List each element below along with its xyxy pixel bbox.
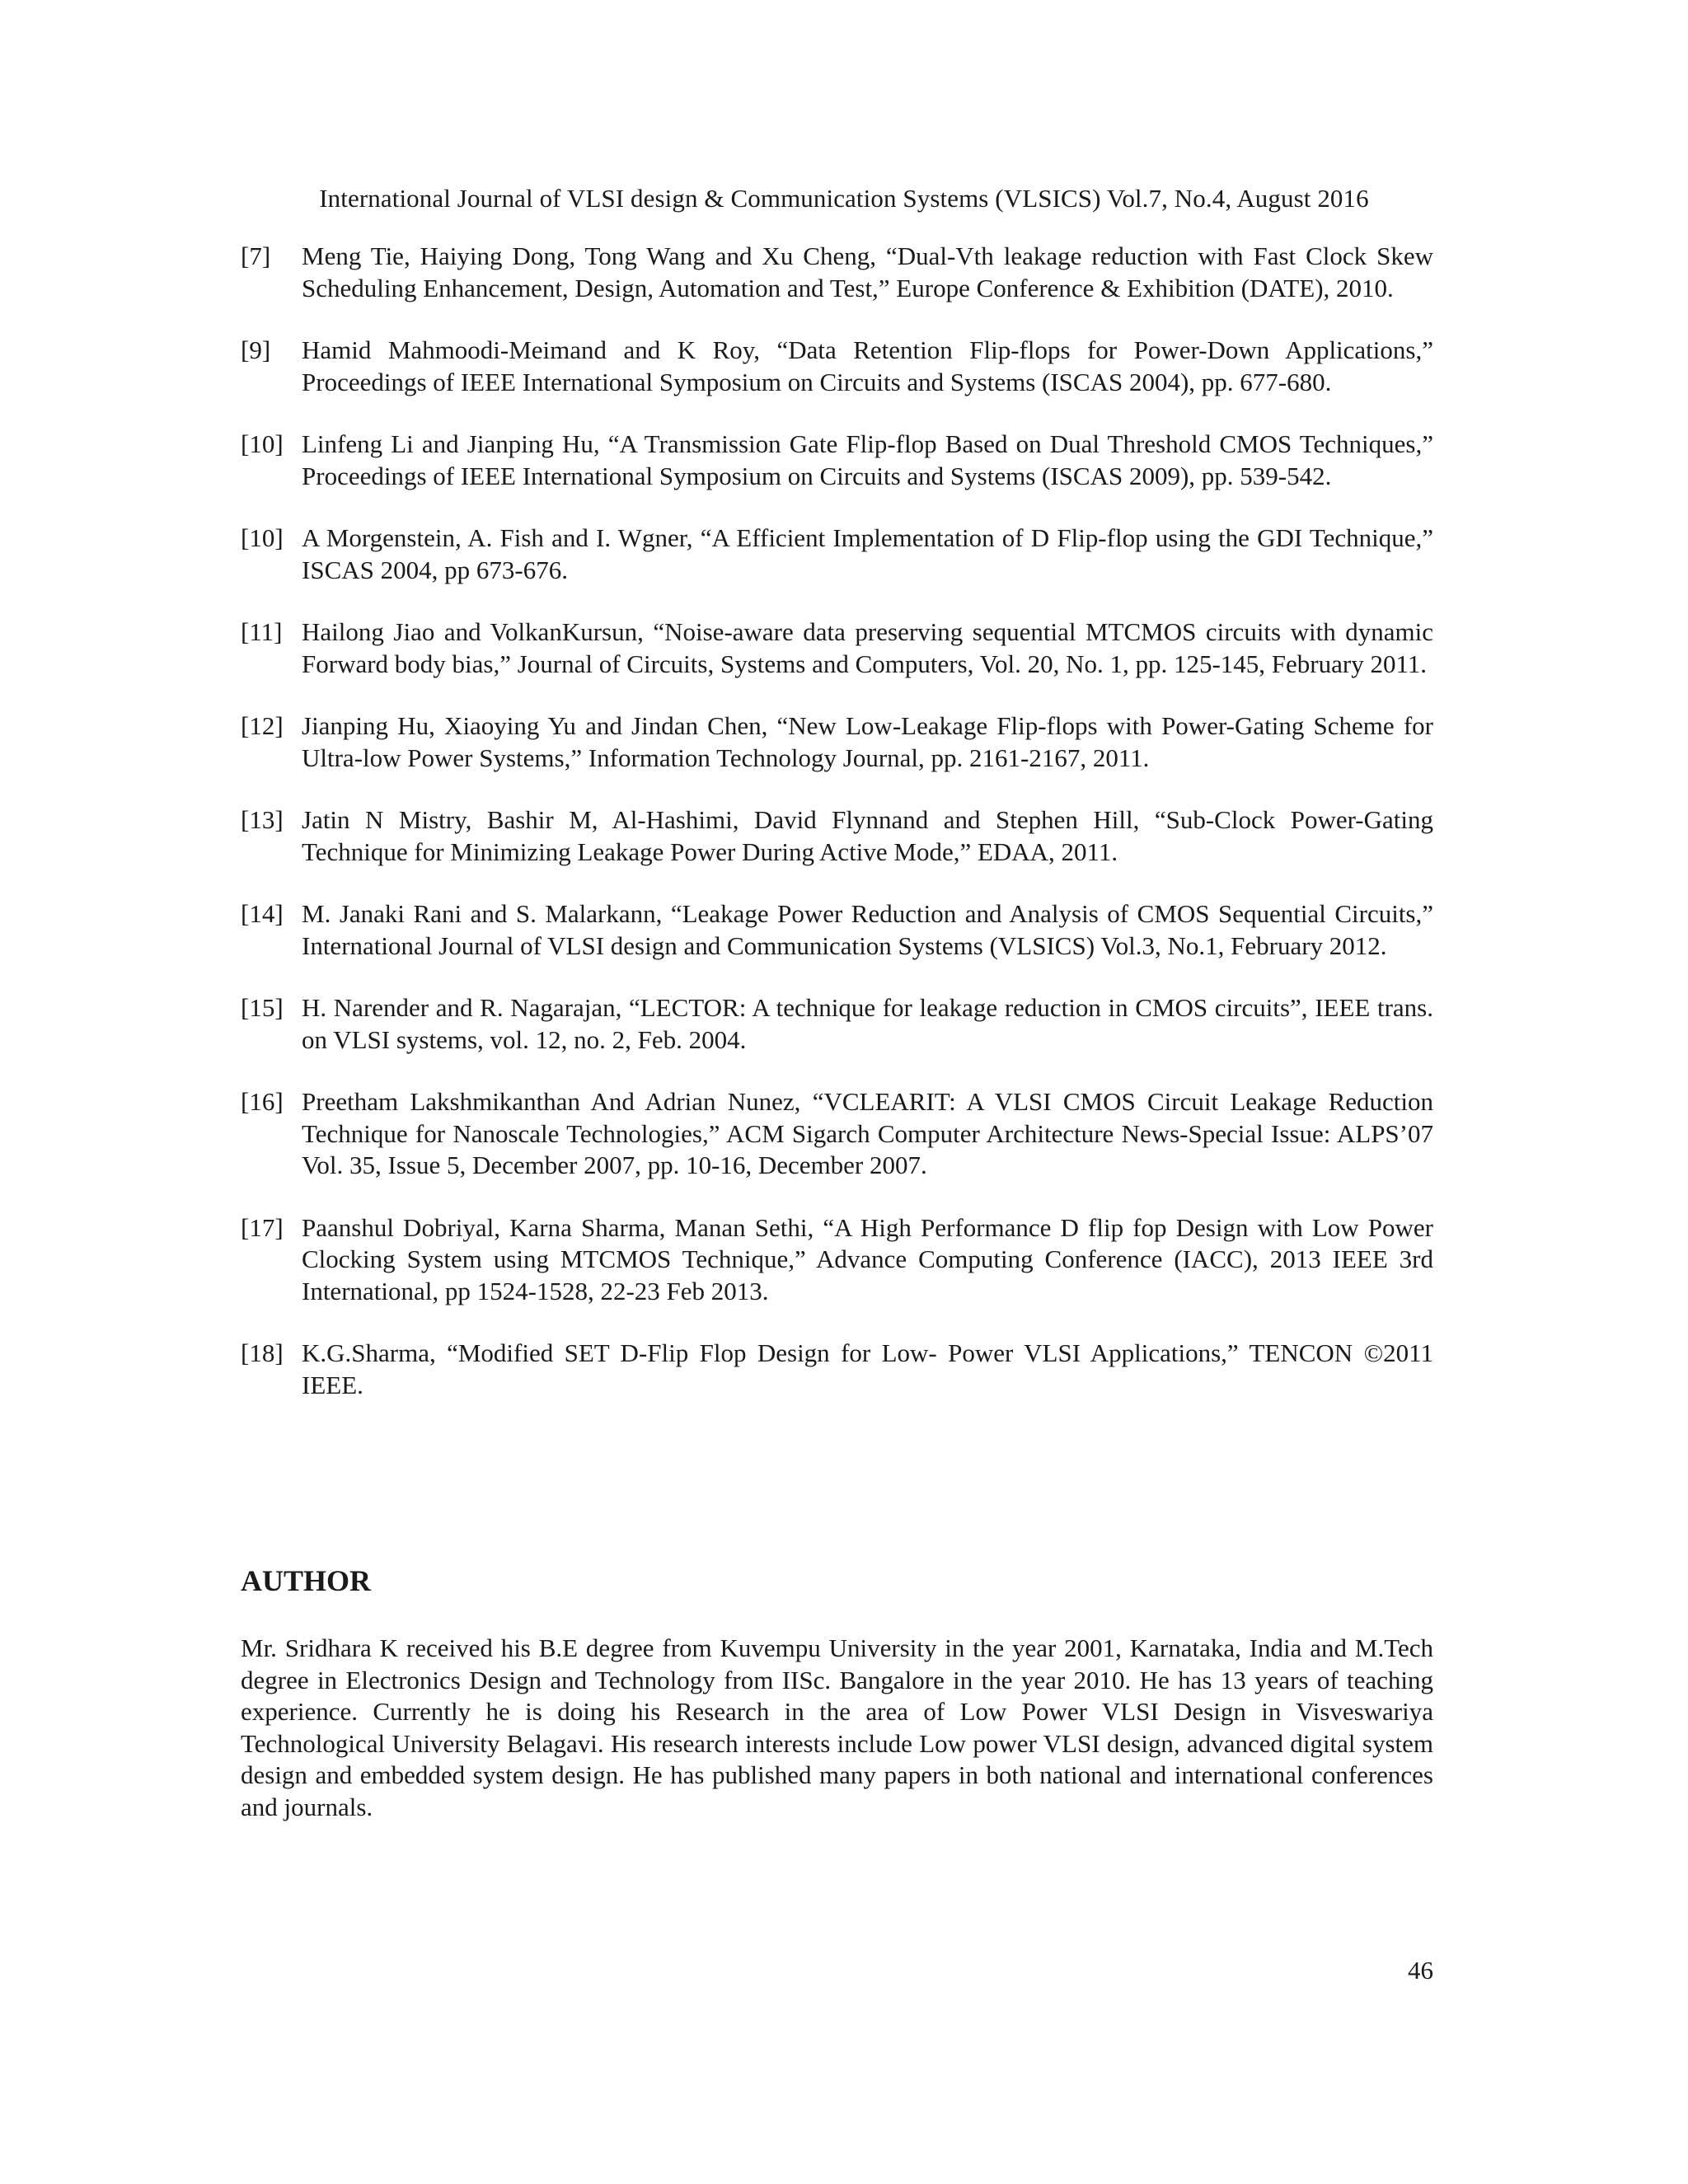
reference-text: M. Janaki Rani and S. Malarkann, “Leakage Power Reduction and Analysis of CMOS Sequential Circuits,” International Journal of VLSI design and Communication Systems (VLSICS) Vol.3, No.1, February 2012.: [302, 899, 1433, 960]
reference-text: A Morgenstein, A. Fish and I. Wgner, “A Efficient Implementation of D Flip-flop using the GDI Technique,” ISCAS 2004, pp 673-676.: [302, 523, 1433, 584]
reference-text: Jianping Hu, Xiaoying Yu and Jindan Chen, “New Low-Leakage Flip-flops with Power-Gating Scheme for Ultra-low Power Systems,” Information Technology Journal, pp. 2161-2167, 2011.: [302, 711, 1433, 772]
author-section-heading: AUTHOR: [241, 1564, 372, 1597]
reference-number: [14]: [241, 899, 284, 928]
reference-item: [241, 523, 1433, 586]
reference-item: [241, 1338, 1433, 1401]
reference-text: Paanshul Dobriyal, Karna Sharma, Manan Sethi, “A High Performance D flip fop Design with Low Power Clocking System using MTCMOS Technique,” Advance Computing Conference (IACC), 2013 IEEE 3rd International, pp 1524-1528, 22-23 Feb 2013.: [302, 1212, 1433, 1305]
reference-text: Preetham Lakshmikanthan And Adrian Nunez, “VCLEARIT: A VLSI CMOS Circuit Leakage Reduction Technique for Nanoscale Technologies,” ACM Sigarch Computer Architecture News-Special Issue: ALPS’07 Vol. 35, Issue 5, December 2007, pp. 10-16, December 2007.: [302, 1087, 1433, 1179]
reference-text: Jatin N Mistry, Bashir M, Al-Hashimi, David Flynnand and Stephen Hill, “Sub-Clock Power-Gating Technique for Minimizing Leakage Power During Active Mode,” EDAA, 2011.: [302, 805, 1433, 866]
reference-item: [241, 241, 1433, 304]
reference-text: Linfeng Li and Jianping Hu, “A Transmission Gate Flip-flop Based on Dual Threshold CMOS Techniques,” Proceedings of IEEE International Symposium on Circuits and Systems (ISCAS 2009), pp. 539-542.: [302, 429, 1433, 490]
reference-item: [241, 1212, 1433, 1308]
reference-list: [241, 241, 1433, 1432]
reference-item: [241, 616, 1433, 680]
reference-number: [10]: [241, 429, 284, 458]
reference-number: [16]: [241, 1087, 284, 1116]
reference-text: K.G.Sharma, “Modified SET D-Flip Flop Design for Low- Power VLSI Applications,” TENCON ©2011 IEEE.: [302, 1338, 1433, 1399]
reference-item: [241, 992, 1433, 1056]
reference-number: [7]: [241, 241, 271, 270]
reference-number: [15]: [241, 993, 284, 1022]
reference-number: [18]: [241, 1338, 284, 1367]
reference-number: [13]: [241, 805, 284, 834]
author-bio: Mr. Sridhara K received his B.E degree from Kuvempu University in the year 2001, Karnataka, India and M.Tech degree in Electronics Design and Technology from IISc. Bangalore in the year 2010. He has 13 years of teaching experience. Currently he is doing his Research in the area of Low Power VLSI Design in Visveswariya Technological University Belagavi. His research interests include Low power VLSI design, advanced digital system design and embedded system design. He has published many papers in both national and international conferences and journals.: [241, 1633, 1433, 1821]
reference-item: [241, 1086, 1433, 1182]
reference-item: [241, 804, 1433, 868]
reference-item: [241, 429, 1433, 492]
reference-text: H. Narender and R. Nagarajan, “LECTOR: A technique for leakage reduction in CMOS circuits”, IEEE trans. on VLSI systems, vol. 12, no. 2, Feb. 2004.: [302, 993, 1433, 1054]
reference-number: [11]: [241, 617, 283, 646]
page-number: 46: [1408, 1956, 1433, 1985]
reference-text: Hailong Jiao and VolkanKursun, “Noise-aware data preserving sequential MTCMOS circuits with dynamic Forward body bias,” Journal of Circuits, Systems and Computers, Vol. 20, No. 1, pp. 125-145, February 2011.: [302, 617, 1433, 678]
reference-text: Meng Tie, Haiying Dong, Tong Wang and Xu Cheng, “Dual-Vth leakage reduction with Fast Clock Skew Scheduling Enhancement, Design, Automation and Test,” Europe Conference & Exhibition (DATE), 2010.: [302, 241, 1433, 302]
running-header: International Journal of VLSI design & Communication Systems (VLSICS) Vol.7, No.4, August 2016: [319, 184, 1369, 213]
reference-text: Hamid Mahmoodi-Meimand and K Roy, “Data Retention Flip-flops for Power-Down Applications,” Proceedings of IEEE International Symposium on Circuits and Systems (ISCAS 2004), pp. 677-680.: [302, 335, 1433, 396]
reference-item: [241, 335, 1433, 398]
reference-item: [241, 710, 1433, 774]
reference-number: [12]: [241, 711, 284, 740]
reference-number: [10]: [241, 523, 284, 552]
reference-number: [17]: [241, 1212, 284, 1242]
reference-item: [241, 898, 1433, 962]
reference-number: [9]: [241, 335, 271, 364]
